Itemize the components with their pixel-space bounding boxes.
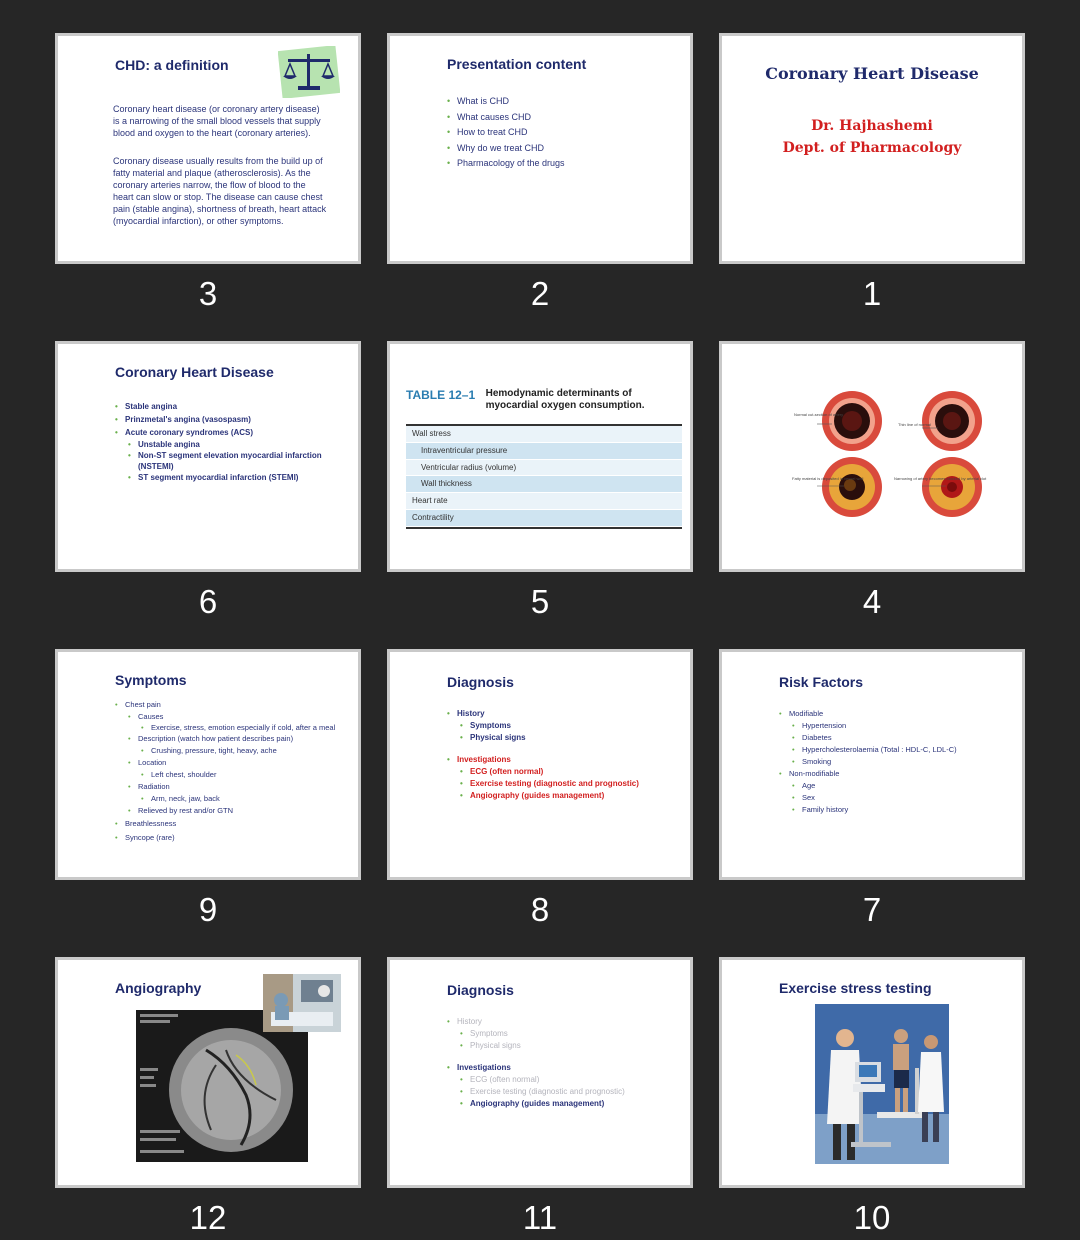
list-item: • Sex xyxy=(792,792,1014,804)
slide-preview[interactable] xyxy=(719,33,1025,264)
list-item: • Description (watch how patient describes pain) xyxy=(128,733,350,745)
artery-cross-section-image xyxy=(722,344,1022,569)
artery-label: Fatty material is deposited in vessel wall xyxy=(792,476,864,481)
slide-number: 5 xyxy=(530,583,550,620)
table-row: Intraventricular pressure xyxy=(406,443,682,460)
list-item: • Age xyxy=(792,780,1014,792)
list-item: • History xyxy=(447,1016,682,1028)
slide-preview[interactable] xyxy=(719,341,1025,572)
slide-number: 12 xyxy=(189,1199,227,1236)
list-item: • Unstable angina xyxy=(128,439,350,450)
list-item: • Investigations xyxy=(447,754,682,766)
list-item: • Crushing, pressure, tight, heavy, ache xyxy=(141,745,350,757)
list-item: • What causes CHD xyxy=(447,110,682,126)
list-item: • Causes xyxy=(128,711,350,723)
content-list xyxy=(779,708,1014,816)
slide-number: 8 xyxy=(530,891,550,928)
slide-preview[interactable] xyxy=(55,649,361,880)
thumbnail-slide-4[interactable] xyxy=(719,341,1025,620)
table-heading xyxy=(406,388,682,412)
slide-number: 1 xyxy=(862,275,882,312)
list-item: • Physical signs xyxy=(460,732,682,744)
slide-preview[interactable] xyxy=(719,649,1025,880)
list-item: • What is CHD xyxy=(447,94,682,110)
table-row: Ventricular radius (volume) xyxy=(406,460,682,477)
list-item: • Smoking xyxy=(792,756,1014,768)
list-item: • Prinzmetal's angina (vasospasm) xyxy=(115,413,350,426)
slide-number: 10 xyxy=(853,1199,891,1236)
thumbnail-slide-7[interactable] xyxy=(719,649,1025,928)
slide-title: CHD: a definition xyxy=(115,57,229,73)
slide-number: 2 xyxy=(530,275,550,312)
slide-preview[interactable] xyxy=(55,341,361,572)
list-item: • Syncope (rare) xyxy=(115,831,350,845)
definition-paragraph: Coronary heart disease (or coronary artery disease) is a narrowing of the small blood vessels that supply blood and oxygen to the heart (coronary arteries). xyxy=(113,104,321,138)
slide-title: Diagnosis xyxy=(447,982,514,998)
slide-number: 6 xyxy=(198,583,218,620)
scales-icon xyxy=(278,46,340,98)
slide-preview[interactable] xyxy=(719,957,1025,1188)
thumbnail-slide-11[interactable] xyxy=(387,957,693,1236)
slide-number: 4 xyxy=(862,583,882,620)
list-item: • Exercise, stress, emotion especially if cold, after a meal xyxy=(141,723,350,733)
hemodynamic-table xyxy=(406,424,682,529)
list-item: • Arm, neck, jaw, back xyxy=(141,793,350,805)
thumbnail-slide-10[interactable] xyxy=(719,957,1025,1236)
slide-number: 9 xyxy=(198,891,218,928)
list-item: • ECG (often normal) xyxy=(460,1074,682,1086)
list-item: • Location xyxy=(128,757,350,769)
thumbnail-slide-1[interactable] xyxy=(719,33,1025,312)
angiogram-image xyxy=(136,1010,308,1162)
table-row: Wall stress xyxy=(406,426,682,443)
list-item: • Radiation xyxy=(128,781,350,793)
list-item: • Symptoms xyxy=(460,1028,682,1040)
slide-preview[interactable] xyxy=(55,957,361,1188)
content-list xyxy=(447,94,682,172)
thumbnail-slide-2[interactable] xyxy=(387,33,693,312)
list-item: • Investigations xyxy=(447,1062,682,1074)
list-item: • Hypertension xyxy=(792,720,1014,732)
table-row: Wall thickness xyxy=(406,476,682,493)
slide-title: Coronary Heart Disease xyxy=(115,364,274,380)
list-item: • Left chest, shoulder xyxy=(141,769,350,781)
list-item: • ST segment myocardial infarction (STEMI) xyxy=(128,472,350,483)
list-item: • Exercise testing (diagnostic and prognostic) xyxy=(460,778,682,790)
artery-label: Narrowing of artery becomes blocked by arterial clot xyxy=(894,476,987,481)
thumbnail-slide-8[interactable] xyxy=(387,649,693,928)
thumbnail-slide-9[interactable] xyxy=(55,649,361,928)
slide-title: Angiography xyxy=(115,980,202,996)
thumbnail-slide-5[interactable] xyxy=(387,341,693,620)
list-item: • Symptoms xyxy=(460,720,682,732)
table-caption: Hemodynamic determinants of myocardial oxygen consumption. xyxy=(485,388,645,411)
slide-preview[interactable] xyxy=(387,957,693,1188)
table-row: Contractility xyxy=(406,510,682,527)
list-item: • Exercise testing (diagnostic and prognostic) xyxy=(460,1086,682,1098)
list-item: • History xyxy=(447,708,682,720)
list-item: • Acute coronary syndromes (ACS) xyxy=(115,426,350,439)
list-item: • Physical signs xyxy=(460,1040,682,1052)
list-item: • Diabetes xyxy=(792,732,1014,744)
content-list xyxy=(115,400,350,483)
table-label: TABLE 12–1 xyxy=(406,388,476,402)
list-item: • ECG (often normal) xyxy=(460,766,682,778)
list-item: • Why do we treat CHD xyxy=(447,141,682,157)
presentation-title: Coronary Heart Disease xyxy=(765,64,979,83)
thumbnail-slide-3[interactable] xyxy=(55,33,361,312)
list-item: • Non-modifiable xyxy=(779,768,1014,780)
author-department: Dept. of Pharmacology xyxy=(782,140,962,156)
artery-label: Thin line of normal xyxy=(898,422,931,427)
slide-number: 3 xyxy=(198,275,218,312)
cath-lab-photo xyxy=(263,974,341,1032)
list-item: • Non-ST segment elevation myocardial infarction (NSTEMI) xyxy=(128,450,350,472)
slide-title: Symptoms xyxy=(115,672,187,688)
thumbnail-slide-6[interactable] xyxy=(55,341,361,620)
list-item: • Modifiable xyxy=(779,708,1014,720)
slide-number: 11 xyxy=(522,1199,558,1236)
list-item: • Breathlessness xyxy=(115,817,350,831)
slide-preview[interactable] xyxy=(387,649,693,880)
list-item: • Angiography (guides management) xyxy=(460,790,682,802)
thumbnail-slide-12[interactable] xyxy=(55,957,361,1236)
slide-title: Diagnosis xyxy=(447,674,514,690)
artery-label: Normal cut-section of artery xyxy=(794,412,844,417)
causes-paragraph: Coronary disease usually results from the build up of fatty material and plaque (atherosclerosis). As the coronary arteries narrow, the flow of blood to the heart can slow or stop. The disease can cause chest pain (stable angina), shortness of breath, heart attack (myocardial infarction), or other symptoms. xyxy=(113,156,327,226)
slide-preview[interactable] xyxy=(387,341,693,572)
table-row: Heart rate xyxy=(406,493,682,510)
list-item: • How to treat CHD xyxy=(447,125,682,141)
list-item: • Angiography (guides management) xyxy=(460,1098,682,1110)
author-name: Dr. Hajhashemi xyxy=(811,118,933,134)
slide-preview[interactable] xyxy=(387,33,693,264)
content-list xyxy=(447,708,682,802)
list-item: • Family history xyxy=(792,804,1014,816)
content-list xyxy=(447,1016,682,1110)
list-item: • Pharmacology of the drugs xyxy=(447,156,682,172)
list-item: • Chest pain xyxy=(115,699,350,711)
list-item: • Relieved by rest and/or GTN xyxy=(128,805,350,817)
slide-title: Presentation content xyxy=(447,56,587,72)
slide-number: 7 xyxy=(862,891,882,928)
stress-test-photo xyxy=(815,1004,949,1164)
content-list xyxy=(115,699,350,845)
slide-title: Risk Factors xyxy=(779,674,864,690)
slide-title: Exercise stress testing xyxy=(779,980,932,996)
list-item: • Stable angina xyxy=(115,400,350,413)
slide-preview[interactable] xyxy=(55,33,361,264)
list-item: • Hypercholesterolaemia (Total : HDL-C, LDL-C) xyxy=(792,744,1014,756)
